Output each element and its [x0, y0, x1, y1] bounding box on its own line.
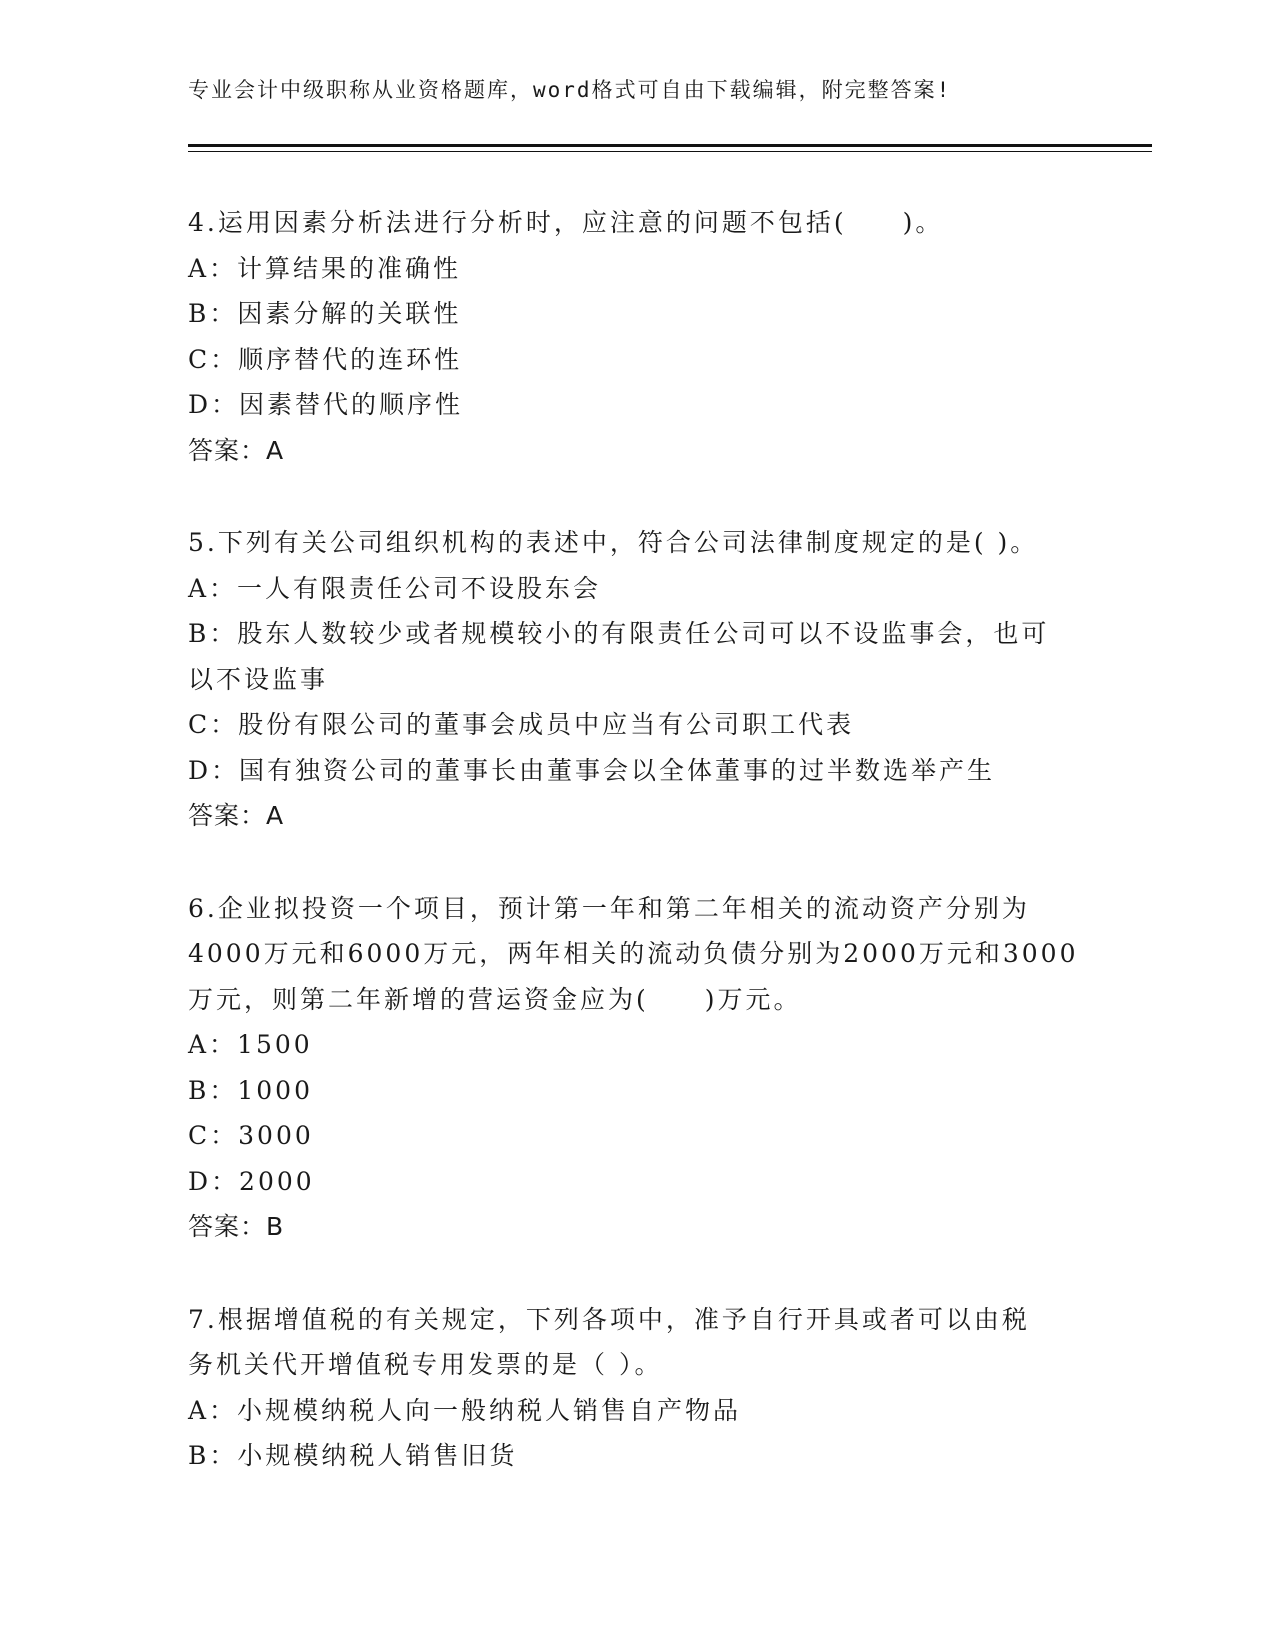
question-stem-line-2: 4000万元和6000万元，两年相关的流动负债分别为2000万元和3000	[188, 939, 1079, 968]
question-stem: 5.下列有关公司组织机构的表述中，符合公司法律制度规定的是( )。	[188, 528, 1039, 557]
answer: 答案：B	[188, 1212, 285, 1241]
answer: 答案：A	[188, 435, 285, 465]
question-stem: 4.运用因素分析法进行分析时，应注意的问题不包括( )。	[188, 208, 944, 237]
option-d: D：因素替代的顺序性	[188, 390, 464, 419]
option-b: B：小规模纳税人销售旧货	[188, 1441, 518, 1470]
option-a: A：小规模纳税人向一般纳税人销售自产物品	[188, 1395, 742, 1425]
question-stem: 7.根据增值税的有关规定，下列各项中，准予自行开具或者可以由税	[188, 1304, 1030, 1334]
option-b: B：股东人数较少或者规模较小的有限责任公司可以不设监事会，也可	[188, 619, 1050, 648]
question-stem: 6.企业拟投资一个项目，预计第一年和第二年相关的流动资产分别为	[188, 893, 1030, 923]
header-title: 专业会计中级职称从业资格题库，word格式可自由下载编辑，附完整答案!	[188, 78, 952, 102]
option-b-continued: 以不设监事	[188, 664, 329, 694]
header-divider-thin	[188, 151, 1152, 152]
option-d: D：2000	[188, 1166, 315, 1196]
option-c: C：顺序替代的连环性	[188, 344, 463, 374]
question-list	[188, 200, 1088, 1526]
option-c: C：股份有限公司的董事会成员中应当有公司职工代表	[188, 710, 855, 739]
option-a: A：一人有限责任公司不设股东会	[188, 573, 602, 603]
option-c: C：3000	[188, 1121, 314, 1150]
question-6	[188, 886, 1088, 1250]
option-a: A：1500	[188, 1030, 313, 1059]
option-b: B：因素分解的关联性	[188, 299, 462, 328]
question-7	[188, 1297, 1088, 1479]
option-a: A：计算结果的准确性	[188, 253, 462, 283]
question-stem-line-3: 万元，则第二年新增的营运资金应为( )万元。	[188, 984, 802, 1014]
question-4	[188, 200, 1088, 473]
option-b: B：1000	[188, 1075, 313, 1105]
question-5	[188, 520, 1088, 839]
question-stem-line-2: 务机关代开增值税专用发票的是（ ）。	[188, 1350, 663, 1379]
option-d: D：国有独资公司的董事长由董事会以全体董事的过半数选举产生	[188, 755, 996, 785]
header-divider-thick	[188, 144, 1152, 147]
answer: 答案：A	[188, 801, 285, 830]
